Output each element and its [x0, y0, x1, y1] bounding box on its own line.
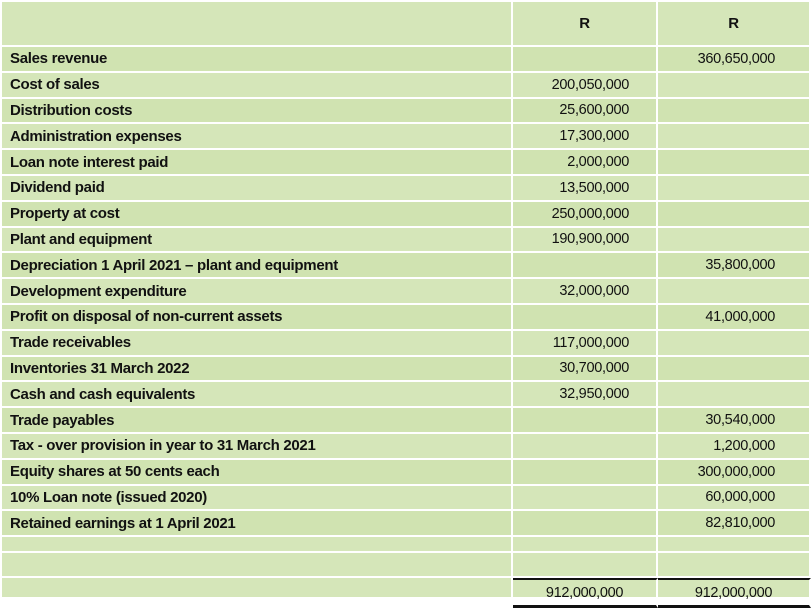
row-credit-value [658, 279, 811, 305]
row-debit-value [513, 47, 658, 73]
row-label: Inventories 31 March 2022 [0, 357, 513, 383]
row-label: Tax - over provision in year to 31 March 2021 [0, 434, 513, 460]
row-label: Cash and cash equivalents [0, 382, 513, 408]
header-label-cell [0, 0, 513, 47]
row-credit-value [658, 73, 811, 99]
row-credit-value: 41,000,000 [658, 305, 811, 331]
row-label: Retained earnings at 1 April 2021 [0, 511, 513, 537]
row-credit-value [658, 150, 811, 176]
row-debit-value: 17,300,000 [513, 124, 658, 150]
row-debit-value [513, 460, 658, 486]
row-credit-value: 35,800,000 [658, 253, 811, 279]
row-credit-value [658, 382, 811, 408]
row-credit-value [658, 202, 811, 228]
row-label: Distribution costs [0, 99, 513, 125]
header-col-b: R [658, 0, 811, 47]
row-label: Dividend paid [0, 176, 513, 202]
row-debit-value: 32,950,000 [513, 382, 658, 408]
blank-row-cell [513, 553, 658, 578]
blank-row-cell [0, 553, 513, 578]
row-label: Plant and equipment [0, 228, 513, 254]
row-credit-value: 30,540,000 [658, 408, 811, 434]
total-credit: 912,000,000 [658, 578, 811, 608]
row-label: Administration expenses [0, 124, 513, 150]
row-label: Sales revenue [0, 47, 513, 73]
row-debit-value: 25,600,000 [513, 99, 658, 125]
row-label: Profit on disposal of non-current assets [0, 305, 513, 331]
row-debit-value [513, 305, 658, 331]
row-credit-value [658, 357, 811, 383]
row-credit-value: 300,000,000 [658, 460, 811, 486]
row-label: Cost of sales [0, 73, 513, 99]
total-debit: 912,000,000 [513, 578, 658, 608]
row-debit-value [513, 511, 658, 537]
row-credit-value [658, 228, 811, 254]
row-label: Trade payables [0, 408, 513, 434]
row-debit-value: 30,700,000 [513, 357, 658, 383]
row-debit-value [513, 408, 658, 434]
row-debit-value: 2,000,000 [513, 150, 658, 176]
row-credit-value [658, 99, 811, 125]
row-debit-value: 250,000,000 [513, 202, 658, 228]
row-debit-value: 190,900,000 [513, 228, 658, 254]
row-credit-value [658, 124, 811, 150]
totals-label-cell [0, 578, 513, 608]
row-debit-value [513, 434, 658, 460]
row-debit-value [513, 253, 658, 279]
row-credit-value: 82,810,000 [658, 511, 811, 537]
row-credit-value [658, 176, 811, 202]
row-label: 10% Loan note (issued 2020) [0, 486, 513, 512]
row-label: Depreciation 1 April 2021 – plant and equipment [0, 253, 513, 279]
row-debit-value: 32,000,000 [513, 279, 658, 305]
row-label: Trade receivables [0, 331, 513, 357]
spacer-cell [513, 537, 658, 553]
row-label: Equity shares at 50 cents each [0, 460, 513, 486]
spacer-cell [658, 537, 811, 553]
blank-row-cell [658, 553, 811, 578]
row-debit-value: 200,050,000 [513, 73, 658, 99]
row-credit-value: 60,000,000 [658, 486, 811, 512]
row-debit-value: 117,000,000 [513, 331, 658, 357]
row-debit-value: 13,500,000 [513, 176, 658, 202]
row-label: Loan note interest paid [0, 150, 513, 176]
row-credit-value: 1,200,000 [658, 434, 811, 460]
header-col-a: R [513, 0, 658, 47]
row-label: Property at cost [0, 202, 513, 228]
row-credit-value: 360,650,000 [658, 47, 811, 73]
spacer-cell [0, 537, 513, 553]
row-credit-value [658, 331, 811, 357]
row-label: Development expenditure [0, 279, 513, 305]
row-debit-value [513, 486, 658, 512]
